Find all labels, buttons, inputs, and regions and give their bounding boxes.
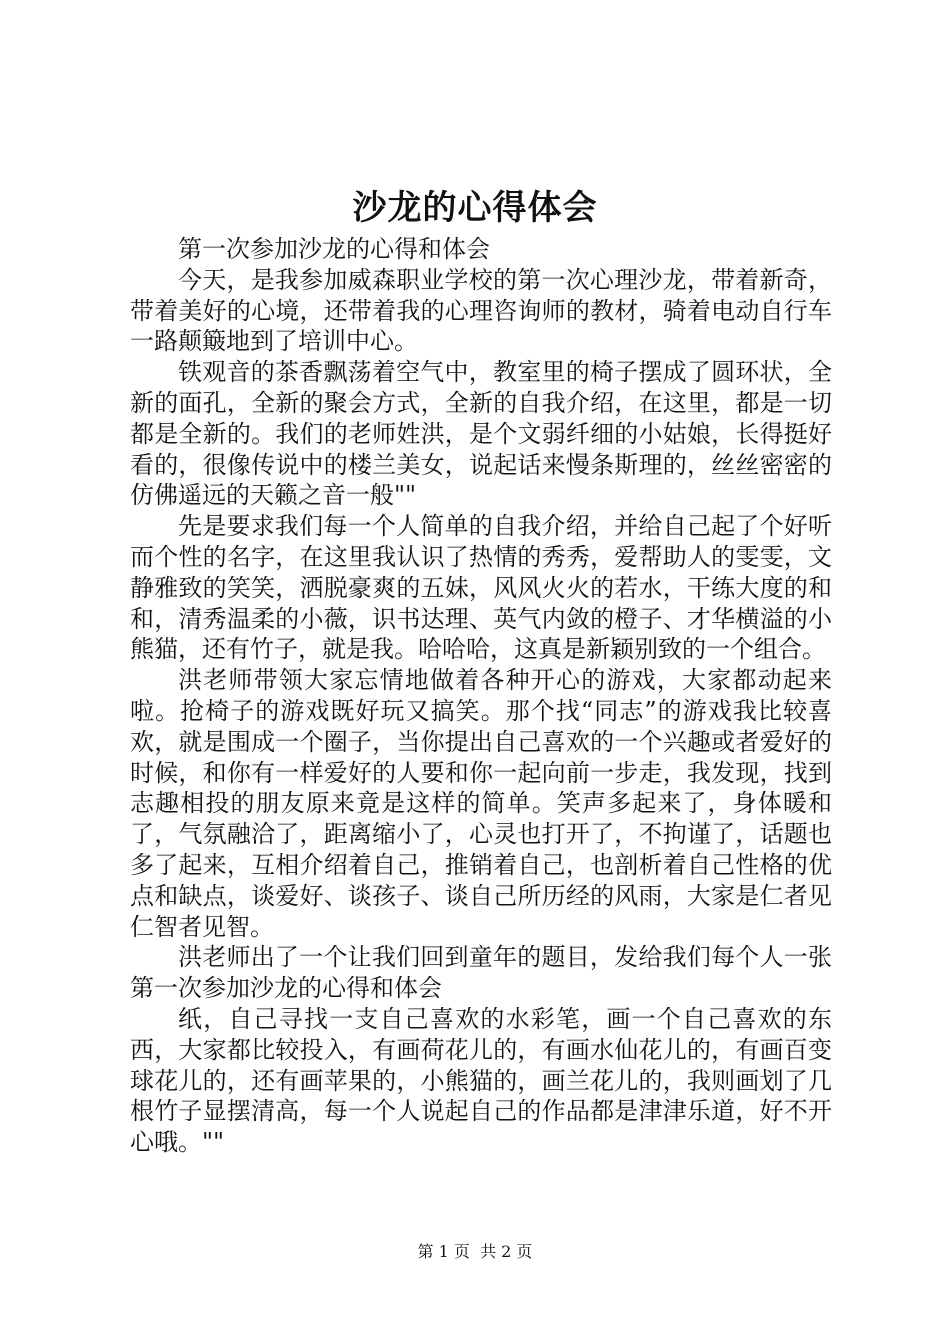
paragraph: 纸，自己寻找一支自己喜欢的水彩笔，画一个自己喜欢的东西，大家都比较投入，有画荷花儿的，有画水仙花儿的，有画百变球花儿的，还有画苹果的，小熊猫的，画兰花儿的，我则画划了几根竹子显摆清高，每一个人说起自己的作品都是津津乐道，好不开心哦。"": [130, 1004, 832, 1157]
paragraph: 洪老师带领大家忘情地做着各种开心的游戏，大家都动起来啦。抢椅子的游戏既好玩又搞笑。那个找“同志”的游戏我比较喜欢，就是围成一个圈子，当你提出自己喜欢的一个兴趣或者爱好的时候，和你有一样爱好的人要和你一起向前一步走，我发现，找到志趣相投的朋友原来竟是这样的简单。笑声多起来了，身体暖和了，气氛融洽了，距离缩小了，心灵也打开了，不拘谨了，话题也多了起来，互相介绍着自己，推销着自己，也剖析着自己性格的优点和缺点，谈爱好、谈孩子、谈自己所历经的风雨，大家是仁者见仁智者见智。: [130, 666, 832, 941]
page-number: 第 1 页 共 2 页: [417, 1242, 533, 1261]
paragraph: 今天，是我参加威森职业学校的第一次心理沙龙，带着新奇，带着美好的心境，还带着我的心理咨询师的教材，骑着电动自行车一路颠簸地到了培训中心。: [130, 265, 832, 356]
document-title: 沙龙的心得体会: [352, 188, 598, 228]
paragraph: 铁观音的茶香飘荡着空气中，教室里的椅子摆成了圆环状，全新的面孔，全新的聚会方式，全新的自我介绍，在这里，都是一切都是全新的。我们的老师姓洪，是个文弱纤细的小姑娘，长得挺好看的，很像传说中的楼兰美女，说起话来慢条斯理的，丝丝密密的仿佛遥远的天籁之音一般"": [130, 358, 832, 510]
page-footer: [0, 1240, 950, 1264]
document-body: [130, 234, 832, 1158]
paragraph: 洪老师出了一个让我们回到童年的题目，发给我们每个人一张第一次参加沙龙的心得和体会: [130, 943, 832, 1003]
paragraph: 先是要求我们每一个人简单的自我介绍，并给自己起了个好听而个性的名字，在这里我认识了热情的秀秀，爱帮助人的雯雯，文静雅致的笑笑，洒脱豪爽的五妹，风风火火的若水，干练大度的和和，清秀温柔的小薇，识书达理、英气内敛的橙子、才华横溢的小熊猫，还有竹子，就是我。哈哈哈，这真是新颖别致的一个组合。: [130, 512, 832, 664]
paragraph-subtitle: 第一次参加沙龙的心得和体会: [178, 235, 490, 263]
